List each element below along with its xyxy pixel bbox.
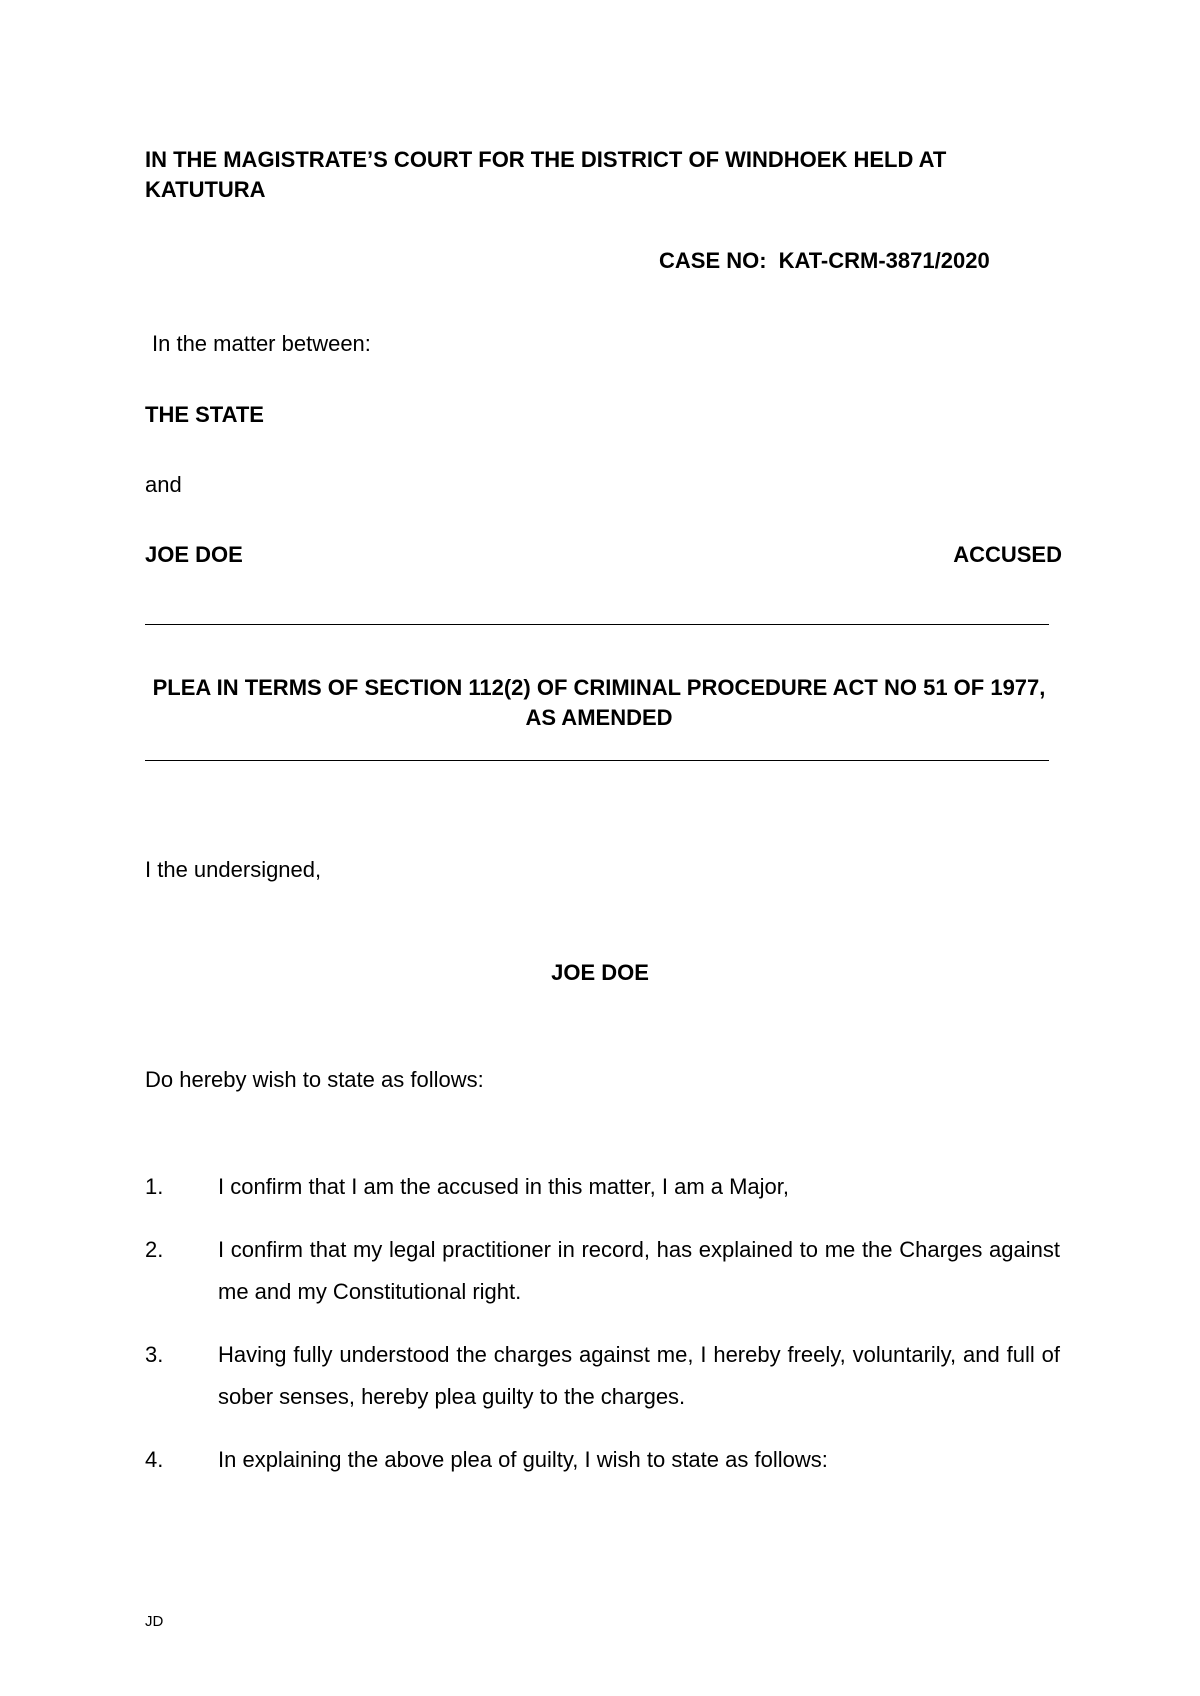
list-item [145,1439,1060,1481]
list-item [145,1166,1060,1208]
item-text: I confirm that my legal practitioner in record, has explained to me the Charges against me and my Constitutional right. [218,1237,1060,1304]
item-number: 4. [145,1447,164,1472]
case-number-label: CASE NO: [659,248,767,273]
top-divider [145,624,1049,625]
item-text: Having fully understood the charges against me, I hereby freely, voluntarily, and full of sober senses, hereby plea guilty to the charges. [218,1342,1060,1409]
list-item [145,1229,1060,1313]
footer-initials: JD [145,1613,164,1630]
party-accused-name: JOE DOE [145,542,243,567]
item-number: 2. [145,1237,164,1262]
deponent-name: JOE DOE [551,960,649,985]
party-accused-role: ACCUSED [953,542,1062,567]
statement-list [145,1166,1060,1502]
party-conjunction: and [145,472,182,497]
item-text: In explaining the above plea of guilty, I wish to state as follows: [218,1447,828,1472]
case-number-value: KAT-CRM-3871/2020 [778,248,990,273]
plea-title: PLEA IN TERMS OF SECTION 112(2) OF CRIMINAL PROCEDURE ACT NO 51 OF 1977, AS AMENDED [152,675,1046,730]
item-number: 1. [145,1174,164,1199]
matter-between: In the matter between: [152,331,371,356]
list-item [145,1334,1060,1418]
item-text: I confirm that I am the accused in this matter, I am a Major, [218,1174,790,1199]
party-state: THE STATE [145,402,264,427]
undersigned-text: I the undersigned, [145,857,322,882]
item-number: 3. [145,1342,164,1367]
case-number [659,246,990,276]
statement-intro: Do hereby wish to state as follows: [145,1067,484,1092]
bottom-divider [145,760,1049,761]
court-heading: IN THE MAGISTRATE’S COURT FOR THE DISTRICT OF WINDHOEK HELD AT KATUTURA [145,147,947,202]
